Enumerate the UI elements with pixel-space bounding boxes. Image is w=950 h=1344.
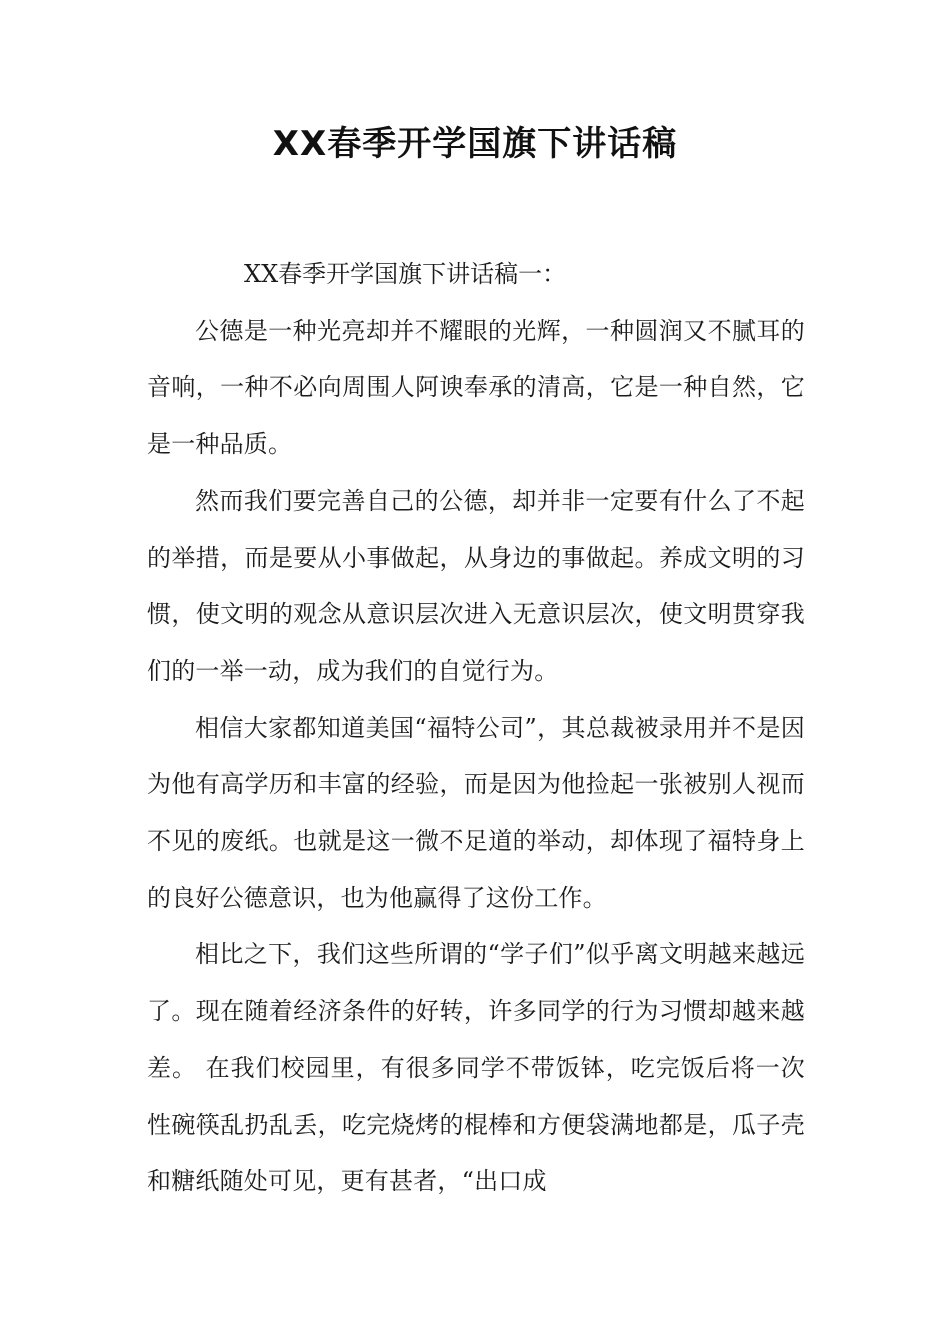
paragraph-1: 公德是一种光亮却并不耀眼的光辉，一种圆润又不腻耳的音响，一种不必向周围人阿谀奉承的清高，它是一种自然，它是一种品质。 — [147, 316, 805, 459]
paragraph-3: 相信大家都知道美国“福特公司”，其总裁被录用并不是因为他有高学历和丰富的经验，而是因为他捡起一张被别人视而不见的废纸。也就是这一微不足道的举动，却体现了福特身上的良好公德意识，也为他赢得了这份工作。 — [147, 713, 805, 912]
section-heading: XX春季开学国旗下讲话稿一： — [244, 260, 567, 288]
paragraph-2: 然而我们要完善自己的公德，却并非一定要有什么了不起的举措，而是要从小事做起，从身边的事做起。养成文明的习惯，使文明的观念从意识层次进入无意识层次，使文明贯穿我们的一举一动，成为我们的自觉行为。 — [147, 486, 805, 685]
document-body — [147, 246, 805, 1210]
paragraph-4: 相比之下，我们这些所谓的“学子们”似乎离文明越来越远了。现在随着经济条件的好转，许多同学的行为习惯却越来越差。 在我们校园里，有很多同学不带饭钵，吃完饭后将一次性碗筷乱扔乱丢，吃完烧烤的棍棒和方便袋满地都是，瓜子壳和糖纸随处可见，更有甚者，“出口成 — [147, 940, 805, 1196]
document-title: XX春季开学国旗下讲话稿 — [272, 124, 678, 164]
